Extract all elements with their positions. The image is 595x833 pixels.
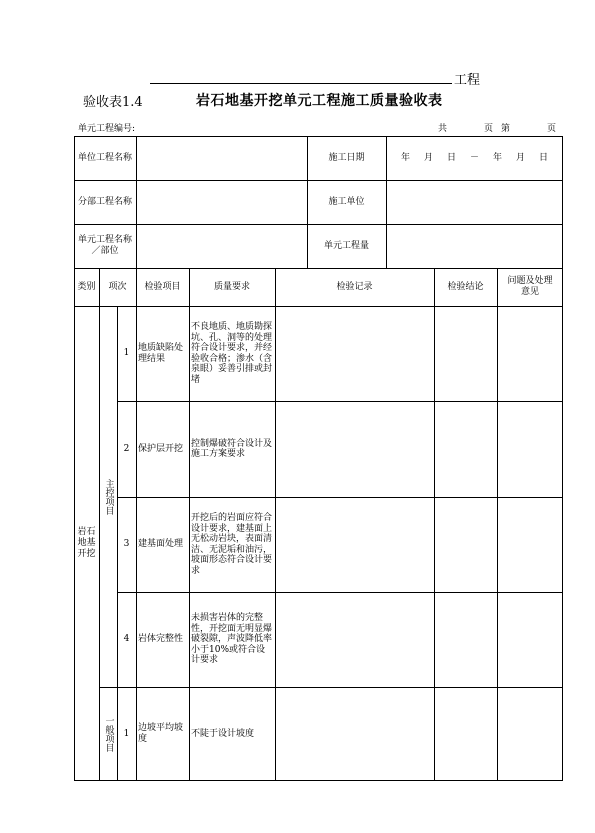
row-issue-handling[interactable]	[497, 497, 563, 592]
unit-name-label-text: 单位工程名称	[77, 152, 132, 163]
row-no	[117, 592, 136, 687]
row-no-text: 2	[123, 443, 130, 454]
subdiv-name-label-text: 分部工程名称	[77, 196, 132, 207]
row-check-conclusion[interactable]	[434, 306, 497, 401]
row-check-item	[136, 592, 189, 687]
row-no-text: 4	[123, 634, 130, 644]
row-no	[117, 306, 136, 401]
row-check-item-text: 边坡平均坡度	[138, 723, 184, 744]
row-no-text: 1	[123, 348, 130, 358]
project-name-line	[150, 83, 452, 84]
row-check-item-text: 地质缺陷处理结果	[138, 342, 184, 364]
row-quality-req-text: 未损害岩体的完整性，开挖面无明显爆破裂隙，声波降低率小于10%或符合设计要求	[191, 613, 273, 666]
row-quality-req-text: 不良地质、地质勘探坑、孔、洞等的处理符合设计要求，并经验收合格；渗水（含泉眼）妥善引排或封堵	[191, 322, 273, 385]
row-check-item-text: 岩体完整性	[138, 634, 184, 644]
row-issue-handling[interactable]	[497, 592, 563, 687]
pages-label: 页	[484, 124, 494, 134]
construction-date-value[interactable]	[386, 136, 563, 180]
page-title: 岩石地基开挖单元工程施工质量验收表	[196, 93, 443, 109]
category-cell-text: 岩石地基开挖	[77, 527, 96, 559]
row-check-item	[136, 687, 189, 781]
col-quality-req-text: 质量要求	[213, 281, 250, 292]
element-qty-value[interactable]	[386, 224, 563, 268]
unit-no-label: 单元工程编号:	[78, 124, 136, 134]
element-qty-label	[307, 224, 386, 268]
page-end-label: 页	[547, 124, 557, 134]
row-check-item	[136, 401, 189, 497]
construction-unit-label	[307, 180, 386, 224]
row-no	[117, 497, 136, 592]
date-part: －	[469, 152, 479, 163]
row-quality-req	[189, 497, 275, 592]
row-quality-req	[189, 592, 275, 687]
col-check-record-text: 检验记录	[336, 281, 373, 292]
col-check-item-text: 检验项目	[144, 281, 181, 292]
date-part: 日	[538, 152, 548, 163]
row-no-text: 3	[123, 539, 130, 549]
row-quality-req-text: 不陡于设计坡度	[191, 728, 255, 739]
row-check-record[interactable]	[275, 687, 434, 781]
row-check-conclusion[interactable]	[434, 687, 497, 781]
date-part: 年	[400, 152, 410, 163]
project-suffix: 工程	[454, 73, 481, 88]
col-category	[74, 268, 99, 306]
row-check-item-text: 建基面处理	[138, 539, 184, 549]
row-quality-req	[189, 687, 275, 781]
col-check-record	[275, 268, 434, 306]
general-group-text: 一般项目	[103, 716, 114, 752]
row-quality-req	[189, 306, 275, 401]
construction-date-label-text: 施工日期	[328, 152, 365, 163]
row-quality-req-text: 开挖后的岩面应符合设计要求，建基面上无松动岩块，表面清洁、无泥垢和油污，坡面形态符合设计要求	[191, 513, 273, 576]
col-category-text: 类别	[77, 281, 96, 292]
row-check-item	[136, 306, 189, 401]
subdiv-name-label	[74, 180, 136, 224]
total-pages-label: 共	[438, 124, 448, 134]
row-check-record[interactable]	[275, 497, 434, 592]
row-quality-req-text: 控制爆破符合设计及施工方案要求	[191, 438, 273, 459]
category-cell	[74, 306, 99, 781]
row-check-item	[136, 497, 189, 592]
element-name-label-text: 单元工程名称／部位	[78, 235, 133, 256]
col-issue-handling-text: 问题及处理意见	[507, 276, 553, 297]
construction-unit-label-text: 施工单位	[328, 196, 365, 207]
col-check-conclusion	[434, 268, 497, 306]
row-issue-handling[interactable]	[497, 687, 563, 781]
main-control-group	[99, 306, 117, 687]
row-no	[117, 687, 136, 781]
row-check-record[interactable]	[275, 592, 434, 687]
col-check-conclusion-text: 检验结论	[447, 281, 484, 292]
row-no-text: 1	[123, 728, 130, 739]
row-no	[117, 401, 136, 497]
construction-unit-value[interactable]	[386, 180, 563, 224]
construction-date-label	[307, 136, 386, 180]
row-issue-handling[interactable]	[497, 401, 563, 497]
row-check-conclusion[interactable]	[434, 401, 497, 497]
row-check-record[interactable]	[275, 401, 434, 497]
element-name-value[interactable]	[136, 224, 307, 268]
unit-name-value[interactable]	[136, 136, 307, 180]
col-item-no-text: 项次	[108, 281, 127, 292]
form-number: 验收表1.4	[83, 95, 143, 110]
subdiv-name-value[interactable]	[136, 180, 307, 224]
general-group	[99, 687, 117, 781]
col-check-item	[136, 268, 189, 306]
element-qty-label-text: 单元工程量	[323, 240, 369, 251]
row-check-conclusion[interactable]	[434, 497, 497, 592]
col-issue-handling	[497, 268, 563, 306]
date-part: 年	[492, 152, 502, 163]
date-part: 日	[446, 152, 456, 163]
date-part: 月	[515, 152, 525, 163]
unit-name-label	[74, 136, 136, 180]
row-check-item-text: 保护层开挖	[138, 443, 184, 454]
date-part: 月	[423, 152, 433, 163]
row-issue-handling[interactable]	[497, 306, 563, 401]
row-quality-req	[189, 401, 275, 497]
element-name-label	[74, 224, 136, 268]
row-check-record[interactable]	[275, 306, 434, 401]
page-no-label: 第	[501, 124, 511, 134]
col-item-no	[99, 268, 136, 306]
col-quality-req	[189, 268, 275, 306]
row-check-conclusion[interactable]	[434, 592, 497, 687]
main-control-group-text: 主控项目	[103, 478, 114, 515]
